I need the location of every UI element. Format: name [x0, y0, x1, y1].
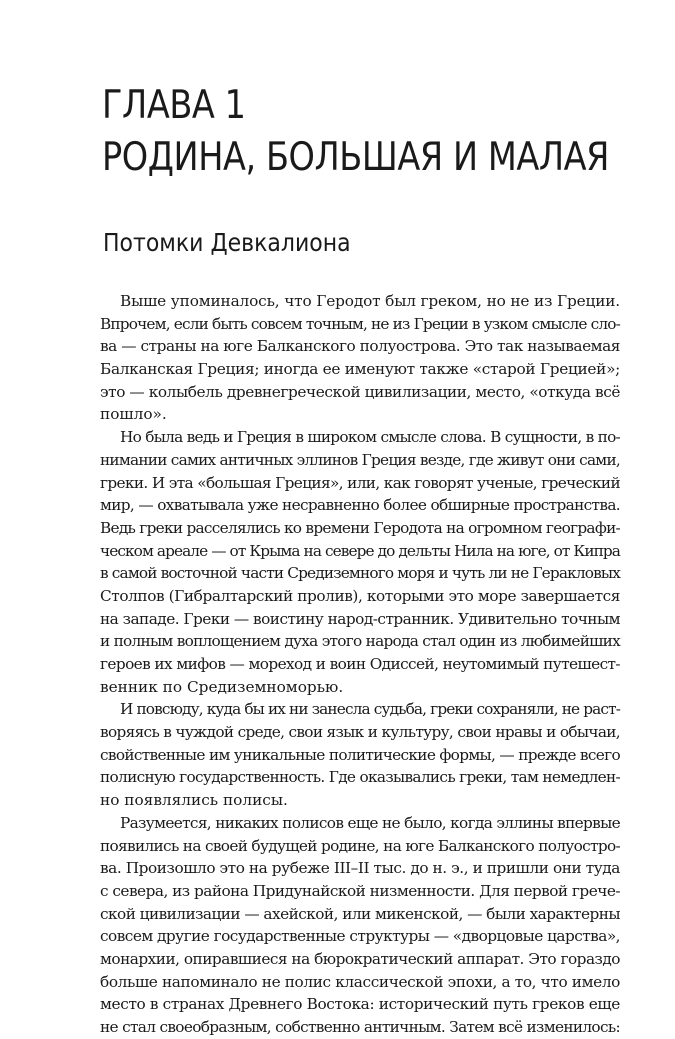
text-line: ческом ареале — от Крыма на севере до дельты Нила на юге, от Кипра: [100, 541, 620, 560]
text-line: с севера, из района Придунайской низменности. Для первой грече-: [100, 881, 620, 900]
text-line: свойственные им уникальные политические формы, — прежде всего: [100, 745, 620, 764]
chapter-heading: [102, 80, 610, 184]
chapter-number: ГЛАВА 1: [102, 83, 246, 128]
text-line: нимании самих античных эллинов Греция везде, где живут они сами,: [100, 450, 620, 469]
text-line: Но была ведь и Греция в широком смысле слова. В сущности, в по-: [120, 428, 620, 447]
text-line: появились на своей будущей родине, на юге Балканского полуостро-: [100, 836, 620, 855]
chapter-title: РОДИНА, БОЛЬШАЯ И МАЛАЯ: [102, 135, 610, 180]
text-line: но появлялись полисы.: [100, 791, 288, 810]
text-line: полисную государственность. Где оказывались греки, там немедлен-: [100, 768, 620, 787]
text-line: и полным воплощением духа этого народа стал один из любимейших: [100, 632, 620, 651]
text-line: это — колыбель древнегреческой цивилизации, место, «откуда всё: [100, 382, 620, 401]
text-line: ва — страны на юге Балканского полуострова. Это так называемая: [100, 337, 620, 356]
text-line: совсем другие государственные структуры — «дворцовые царства»,: [100, 927, 620, 946]
text-line: Впрочем, если быть совсем точным, не из Греции в узком смысле сло-: [100, 314, 620, 333]
body-text: [100, 290, 620, 1039]
text-line: Ведь греки расселялись ко времени Геродота на огромном географи-: [100, 518, 620, 537]
text-line: Выше упоминалось, что Геродот был греком, но не из Греции.: [120, 292, 620, 310]
text-line: мир, — охватывала уже несравненно более обширные пространства.: [100, 496, 620, 515]
text-line: в самой восточной части Средиземного моря и чуть ли не Геракловых: [100, 564, 620, 583]
text-line: венник по Средиземноморью.: [100, 677, 344, 696]
text-line: монархии, опиравшиеся на бюрократический аппарат. Это гораздо: [100, 949, 620, 968]
text-line: И повсюду, куда бы их ни занесла судьба, греки сохраняли, не раст-: [120, 700, 620, 719]
text-line: греки. И эта «большая Греция», или, как говорят ученые, греческий: [100, 473, 621, 492]
text-line: место в странах Древнего Востока: исторический путь греков еще: [100, 995, 620, 1014]
text-line: ва. Произошло это на рубеже III–II тыс. до н. э., и пришли они туда: [100, 859, 620, 878]
text-line: Разумеется, никаких полисов еще не было, когда эллины впервые: [120, 813, 620, 832]
text-line: не стал своеобразным, собственно античным. Затем всё изменилось:: [100, 1018, 620, 1036]
section-title: Потомки Девкалиона: [103, 228, 351, 257]
text-line: Столпов (Гибралтарский пролив), которыми это море завершается: [100, 586, 620, 605]
text-line: больше напоминало не полис классической эпохи, а то, что имело: [100, 972, 620, 991]
text-line: Балканская Греция; иногда ее именуют также «старой Грецией»;: [100, 360, 620, 379]
text-line: героев их мифов — мореход и воин Одиссей, неутомимый путешест-: [100, 655, 621, 673]
text-line: на западе. Греки — воистину народ-странник. Удивительно точным: [100, 609, 620, 628]
text-line: ской цивилизации — ахейской, или микенской, — были характерны: [100, 904, 620, 923]
text-line: пошло».: [100, 405, 167, 424]
text-line: воряясь в чуждой среде, свои язык и культуру, свои нравы и обычаи,: [100, 723, 620, 742]
